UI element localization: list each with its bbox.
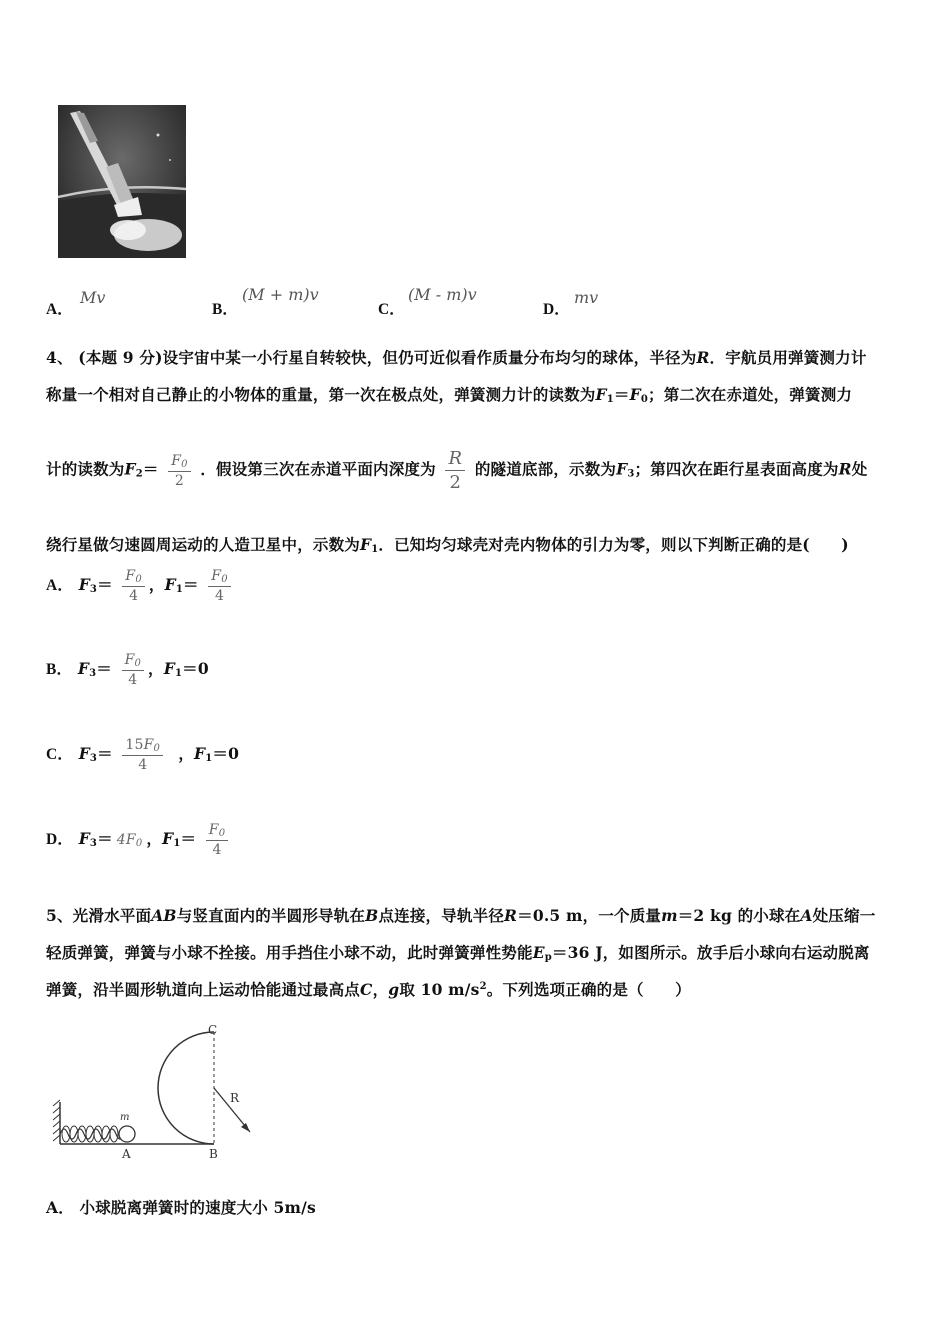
q4-line-3: 计的读数为$F_2=$ $\frac{F_0}{2}$ ．假设第三次在赤道平面内深度为 $\frac{R}{2}$ 的隧道底部，示数为$F_3$；第四次在距行星表面高度为R处	[46, 448, 868, 493]
var-f1: F	[164, 575, 176, 594]
q5-text: 点连接，导轨半径	[378, 906, 505, 925]
spring-coils	[62, 1126, 118, 1142]
q5-text: ，	[372, 980, 389, 999]
var-m: m	[661, 906, 678, 925]
var-f1: F	[595, 385, 607, 404]
q5-option-a[interactable]	[46, 1196, 316, 1218]
q4-line-2: 称量一个相对自己静止的小物体的重量，第一次在极点处，弹簧测力计的读数为$F_1=F_0$；第二次在赤道处，弹簧测力	[46, 385, 853, 405]
fraction-r-over-2	[445, 448, 465, 493]
fraction-f0-over-4: $\frac{F_0}{4}$	[122, 652, 144, 688]
q5-text: 取 10 m/s	[399, 980, 480, 999]
value-zero: 0	[197, 659, 209, 678]
label-a: A	[122, 1147, 131, 1161]
fraction-f0-over-4: $\frac{F_0}{4}$	[208, 568, 230, 604]
var-ab: AB	[151, 906, 177, 925]
q3-option-c[interactable]	[378, 297, 405, 319]
option-label: D．	[46, 831, 74, 848]
rocket-photo	[58, 105, 186, 258]
var-f2: F	[124, 459, 136, 479]
var-r: R	[838, 459, 852, 479]
var-f1: F	[163, 659, 175, 678]
q4-text: 4、 (本题 9 分)设宇宙中某一小行星自转较快，但仍可近似看作质量分布均匀的球体，半径为	[46, 348, 697, 367]
label-b: B	[209, 1147, 218, 1161]
frac-den: 4	[138, 757, 148, 773]
option-label: C．	[46, 746, 74, 763]
wall-hatching	[53, 1100, 60, 1141]
eq: ＝	[97, 575, 113, 594]
frac-den: 2	[174, 472, 185, 489]
var-g: g	[388, 980, 400, 999]
q4-option-b[interactable]: B． $F_3=$ $\frac{F_0}{4}$ ，$F_1=0$	[46, 652, 209, 688]
eq: ＝	[182, 659, 198, 678]
track-diagram	[50, 1020, 290, 1165]
q5-text: 弹簧，沿半圆形轨道向上运动恰能通过最高点	[46, 980, 361, 999]
eq: ＝	[97, 829, 113, 848]
q5-text: 。下列选项正确的是（ ）	[486, 980, 691, 999]
frac-den: 4	[212, 842, 222, 858]
value-4f0: $4F_0$	[116, 832, 143, 849]
comma: ，	[148, 575, 165, 594]
comma: ，	[148, 659, 164, 678]
value-zero: 0	[228, 744, 240, 763]
frac-num: R	[445, 448, 465, 471]
q5-text: 处压缩一	[812, 906, 876, 925]
var-f3: F	[77, 659, 90, 678]
var-c: C	[360, 980, 373, 999]
var-f3: F	[616, 459, 628, 479]
var-f3: F	[78, 829, 90, 848]
sub-p: p	[544, 952, 552, 963]
q5-text: ＝0.5 m，一个质量	[517, 906, 662, 925]
frac-den: 2	[449, 472, 462, 493]
eq: ＝	[97, 744, 113, 763]
var-r: R	[504, 906, 518, 925]
option-label: A．	[46, 577, 74, 594]
q4-text: ．宇航员用弹簧测力计	[709, 348, 867, 367]
label-c: C	[208, 1023, 218, 1037]
q4-text: ．已知均匀球壳对壳内物体的引力为零，则以下判断正确的是( )	[378, 535, 849, 554]
q5-text: ＝36 J，如图所示。放手后小球向右运动脱离	[551, 943, 870, 962]
superscript-2: 2	[479, 981, 487, 992]
eq: ＝	[180, 829, 197, 848]
var-a: A	[800, 906, 813, 925]
frac-den: 4	[129, 588, 139, 604]
arrowhead	[241, 1123, 250, 1132]
option-label: B．	[212, 301, 238, 318]
q4-option-c[interactable]: C． $F_3=$ $\frac{15F_0}{4}$ ，$F_1=0$	[46, 737, 240, 773]
var-f0: F	[629, 385, 641, 404]
var-f1: F	[194, 744, 206, 763]
var-ep: E	[532, 943, 545, 962]
q5-text: ＝2 kg 的小球在	[677, 906, 801, 925]
fraction-f0-over-4: $\frac{F_0}{4}$	[206, 822, 228, 858]
option-label: D．	[543, 301, 570, 318]
semicircle-track	[158, 1032, 214, 1144]
q4-text: ．假设第三次在赤道平面内深度为	[200, 459, 436, 479]
fraction-f0-over-4: $\frac{F_0}{4}$	[122, 568, 144, 604]
eq: ＝	[182, 575, 199, 594]
q4-text: 绕行星做匀速圆周运动的人造卫星中，示数为	[46, 535, 361, 554]
comma: ，	[146, 829, 163, 848]
q5-text: 5、光滑水平面	[46, 906, 152, 925]
q4-text: 处	[851, 459, 868, 479]
frac-den: 4	[214, 588, 225, 604]
frac-coef: 15	[125, 737, 144, 753]
q3-option-a[interactable]	[46, 297, 73, 319]
q4-option-a[interactable]: A． $F_3=$ $\frac{F_0}{4}$ ，$F_1=$ $\frac{F_0}{4}$	[46, 568, 235, 604]
var-f3: F	[78, 575, 90, 594]
eq: ＝	[212, 744, 229, 763]
label-r: R	[230, 1091, 240, 1105]
q4-line-1	[46, 346, 867, 368]
q4-text: 的隧道底部，示数为	[474, 459, 617, 479]
q3-option-d-expr: mv	[574, 288, 599, 307]
q3-option-c-expr: (M - m)v	[408, 285, 477, 304]
q5-line-1	[46, 904, 875, 926]
var-r: R	[696, 348, 710, 367]
q5-text: 轻质弹簧，弹簧与小球不拴接。用手挡住小球不动，此时弹簧弹性势能	[46, 943, 533, 962]
option-label: B．	[46, 661, 73, 678]
option-label: C．	[378, 301, 405, 318]
q3-option-a-expr: Mv	[80, 288, 106, 307]
q4-text: 计的读数为	[46, 459, 125, 479]
comma: ，	[178, 744, 195, 763]
q4-text: ；第四次在距行星表面高度为	[634, 459, 839, 479]
q5-line-2	[46, 941, 870, 963]
fraction-f0-over-2: $\frac{F_0}{2}$	[168, 453, 190, 489]
eq: ＝	[142, 459, 159, 479]
eq: ＝	[96, 659, 112, 678]
eq: ＝	[613, 385, 630, 404]
option-text: A． 小球脱离弹簧时的速度大小 5m/s	[46, 1198, 316, 1217]
var-b: B	[365, 906, 379, 925]
var-f1: F	[162, 829, 174, 848]
q3-option-d[interactable]	[543, 297, 570, 319]
q4-option-d[interactable]: D． $F_3= 4F_0$ ，$F_1=$ $\frac{F_0}{4}$	[46, 822, 232, 858]
q4-text: 称量一个相对自己静止的小物体的重量，第一次在极点处，弹簧测力计的读数为	[46, 385, 596, 404]
value-4f0-text: 4F	[116, 832, 136, 848]
option-label: A．	[46, 301, 73, 318]
ball	[119, 1126, 135, 1142]
q5-text: 与竖直面内的半圆形导轨在	[176, 906, 366, 925]
q4-line-4: 绕行星做匀速圆周运动的人造卫星中，示数为$F_1$．已知均匀球壳对壳内物体的引力为零，则以下判断正确的是( )	[46, 535, 849, 555]
frac-den: 4	[128, 672, 138, 688]
q3-option-b-expr: (M + m)v	[242, 285, 319, 304]
var-f1: F	[360, 535, 372, 554]
rocket-illustration	[58, 105, 186, 258]
q5-line-3	[46, 978, 691, 1000]
q3-option-b[interactable]	[212, 297, 238, 319]
label-m: m	[120, 1112, 130, 1123]
var-f3: F	[78, 744, 90, 763]
fraction-15f0-over-4: $\frac{15F_0}{4}$	[122, 737, 163, 773]
q4-text: ；第二次在赤道处，弹簧测力	[648, 385, 853, 404]
